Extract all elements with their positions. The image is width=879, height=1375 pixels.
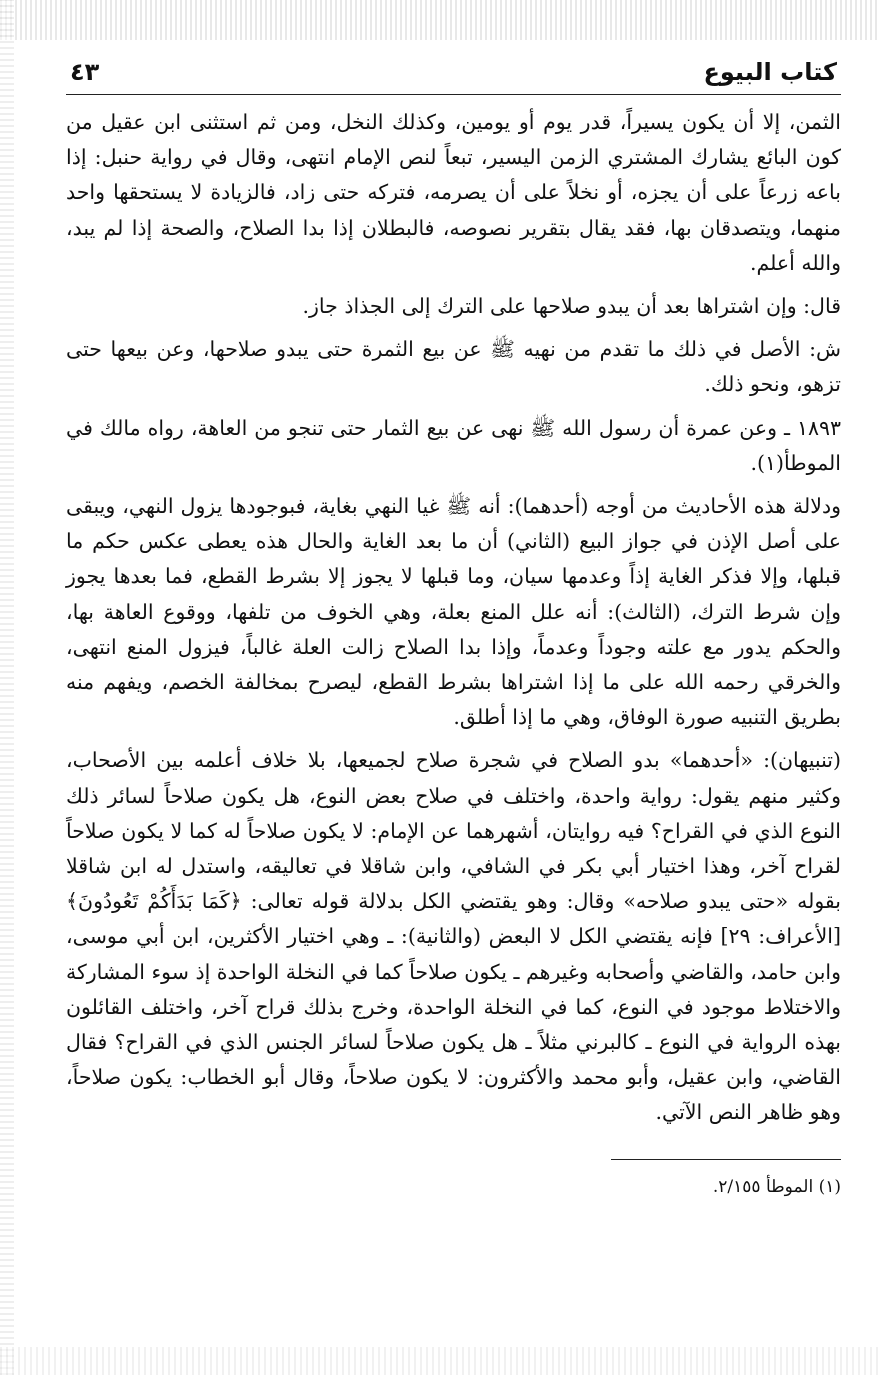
scan-border-bottom — [0, 1347, 879, 1375]
paragraph: (تنبيهان): «أحدهما» بدو الصلاح في شجرة صلاح لجميعها، بلا خلاف أعلمه بين الأصحاب، وكثير منهم يقول: رواية واحدة، واختلف في صلاح بعض النوع، هل يكون صلاحاً لسائر ذلك النوع الذي في القراح؟ فيه روايتان، أشهرهما عن الإمام: لا يكون صلاحاً له كما لا يكون صلاحاً لقراح آخر، وهذا اختيار أبي بكر في الشافي، وابن شاقلا في تعاليقه، واستدل له ابن شاقلا بقوله «حتى يبدو صلاحه» وقال: وهو يقتضي الكل بدلالة قوله تعالى: ﴿كَمَا بَدَأَكُمْ تَعُودُونَ﴾ [الأعراف: ٢٩] فإنه يقتضي الكل لا البعض (والثانية): ـ وهي اختيار الأكثرين، ابن أبي موسى، وابن حامد، والقاضي وأصحابه وغيرهم ـ يكون صلاحاً كما في النخلة الواحدة إذ سوء المشاركة والاختلاط موجود في النوع، كما في النخلة الواحدة، وخرج بذلك قراح آخر، واختلف القائلون بهذه الرواية في النوع ـ كالبرني مثلاً ـ هل يكون صلاحاً لسائر الجنس الذي في القراح؟ فقال القاضي، وابن عقيل، وأبو محمد والأكثرون: لا يكون صلاحاً، وقال أبو الخطاب: يكون صلاحاً، وهو ظاهر النص الآتي. — [66, 748, 841, 1125]
scan-border-top — [0, 0, 879, 40]
footnote: (١) الموطأ ٢/١٥٥. — [712, 1176, 841, 1197]
page-number: ٤٣ — [70, 58, 100, 86]
paragraph: ودلالة هذه الأحاديث من أوجه (أحدهما): أنه ﷺ غيا النهي بغاية، فبوجودها يزول النهي، ويبقى على أصل الإذن في جواز البيع (الثاني) أن ما بعد الغاية والحال هذه يعطى عكس حكم ما قبلها، وإلا فذكر الغاية إذاً وعدمها سيان، وما قبلها لا يجوز إلا بشرط القطع، فما بعدها يجوز وإن شرط الترك، (الثالث): أنه علل المنع بعلة، وهي الخوف من تلفها، ووقوع العاهة بها، والحكم يدور مع علته وجوداً وعدماً، وإذا بدا الصلاح زالت العلة غالباً، فيزول المنع انتهى، والخرقي رحمه الله على ما إذا اشتراها بشرط القطع، ليصرح بمخالفة الخصم، ويفهم منه بطريق التنبيه صورة الوفاق، وهي ما إذا أطلق. — [66, 494, 841, 730]
body-text — [66, 105, 841, 1131]
paragraph: ش: الأصل في ذلك ما تقدم من نهيه ﷺ عن بيع الثمرة حتى يبدو صلاحها، وعن بيعها حتى تزهو، ونحو ذلك. — [66, 337, 841, 397]
footnote-divider — [611, 1159, 841, 1160]
running-title: كتاب البيوع — [703, 58, 837, 86]
book-page — [66, 58, 841, 1202]
paragraph: الثمن، إلا أن يكون يسيراً، قدر يوم أو يومين، وكذلك النخل، ومن ثم استثنى ابن عقيل من كون البائع يشارك المشتري الزمن اليسير، تبعاً لنص الإمام انتهى، وقال في رواية حنبل: إذا باعه زرعاً على أن يجزه، أو نخلاً على أن يصرمه، فتركه حتى زاد، فالزيادة لا يستحقها واحد منهما، ويتصدقان بها، فقد يقال بتقرير نصوصه، فالبطلان إذا بدا الصلاح، والصحة إذا لم يبد، والله أعلم. — [66, 110, 841, 275]
page-header — [66, 58, 841, 95]
scan-border-left — [0, 0, 14, 1375]
paragraph: ١٨٩٣ ـ وعن عمرة أن رسول الله ﷺ نهى عن بيع الثمار حتى تنجو من العاهة، رواه مالك في الموطأ(١). — [66, 415, 841, 475]
paragraph: قال: وإن اشتراها بعد أن يبدو صلاحها على الترك إلى الجذاذ جاز. — [302, 294, 841, 319]
